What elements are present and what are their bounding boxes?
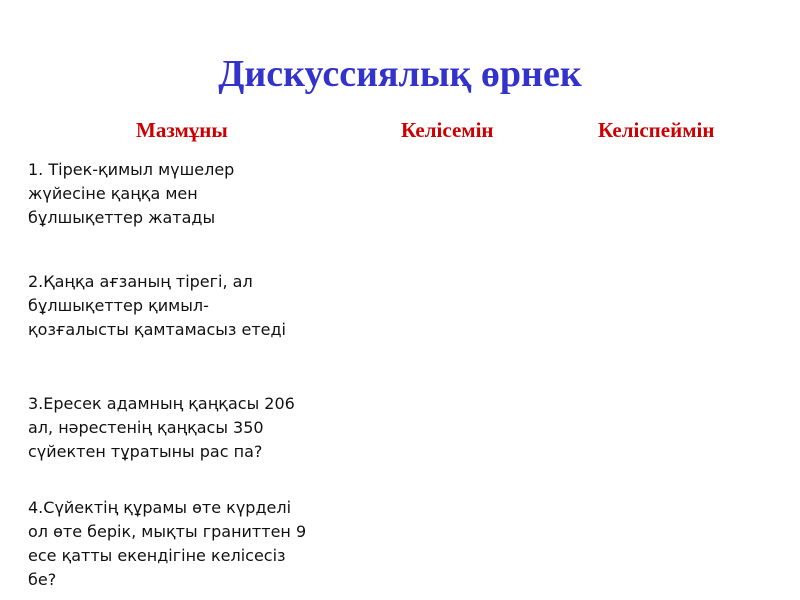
statement-line: жүйесіне қаңқа мен [28,184,198,203]
statement-line: ал, нәрестенің қаңқасы 350 [28,418,264,437]
statement-line: бе? [28,570,57,589]
statement-line: 1. Тірек-қимыл мүшелер [28,160,235,179]
statement-3 [28,392,358,464]
statement-line: 2.Қаңқа ағзаның тірегі, ал [28,272,253,291]
statement-line: бұлшықеттер қимыл- [28,296,209,315]
statement-line: есе қатты екендігіне келісесіз [28,546,286,565]
statement-line: ол өте берік, мықты граниттен 9 [28,522,307,541]
statement-line: қозғалысты қамтамасыз етеді [28,320,286,339]
column-header-agree: Келісемін [401,118,494,142]
statement-1 [28,158,358,230]
statement-line: сүйектен тұратыны рас па? [28,442,263,461]
statement-line: 3.Ересек адамның қаңқасы 206 [28,394,295,413]
slide-title: Дискуссиялық өрнек [218,53,582,95]
column-header-disagree: Келіспеймін [598,118,715,142]
statement-4 [28,496,358,592]
statement-2 [28,270,358,342]
statement-line: 4.Сүйектің құрамы өте күрделі [28,498,292,517]
column-header-content: Мазмұны [136,118,228,142]
statement-line: бұлшықеттер жатады [28,208,216,227]
